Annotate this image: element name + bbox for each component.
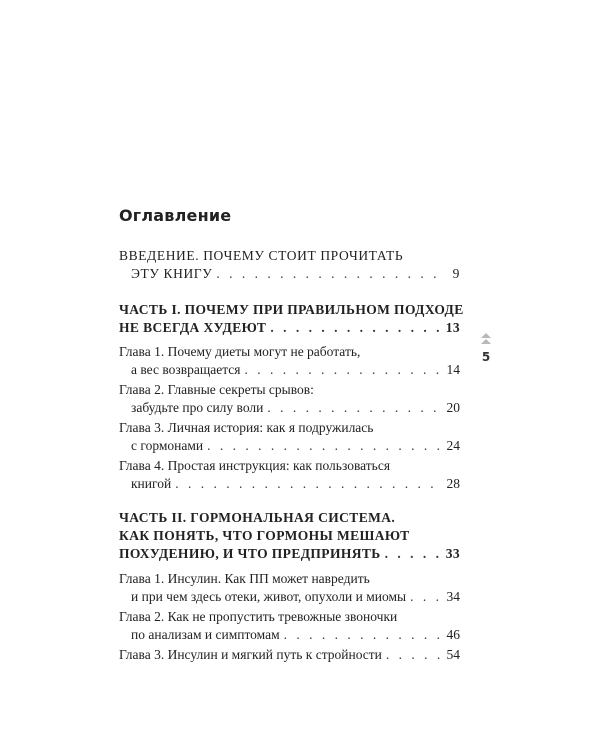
toc-chapter-title-line2: книгой <box>131 476 172 491</box>
toc-entry-part1-chapter4[interactable] <box>131 475 460 493</box>
dot-leader <box>270 319 441 337</box>
toc-entry-part1-chapter1[interactable] <box>131 361 460 379</box>
toc-chapter-title-line2: забудьте про силу воли <box>131 400 264 415</box>
dot-leader <box>386 646 442 664</box>
toc-chapter-title-line1: Глава 1. Инсулин. Как ПП может навредить <box>119 571 370 586</box>
page-number: 33 <box>445 546 460 561</box>
page-number: 13 <box>445 320 460 335</box>
toc-part1-title-line1: ЧАСТЬ I. ПОЧЕМУ ПРИ ПРАВИЛЬНОМ ПОДХОДЕ <box>119 302 464 317</box>
dot-leader <box>267 399 442 417</box>
toc-chapter-title-line1: Глава 1. Почему диеты могут не работать, <box>119 344 361 359</box>
dot-leader <box>284 626 442 644</box>
double-chevron-up-icon <box>478 333 494 344</box>
toc-entry-part2-chapter3[interactable] <box>119 646 460 664</box>
dot-leader <box>244 361 442 379</box>
page-number: 28 <box>446 476 460 491</box>
page-number: 54 <box>446 647 460 662</box>
toc-entry-part2-chapter2[interactable] <box>131 626 460 644</box>
page-number: 14 <box>446 362 460 377</box>
toc-entry-part2[interactable] <box>119 545 460 563</box>
toc-intro-title-line1: ВВЕДЕНИЕ. ПОЧЕМУ СТОИТ ПРОЧИТАТЬ <box>119 248 404 263</box>
toc-intro-title-line2: ЭТУ КНИГУ <box>131 266 213 281</box>
toc-chapter-title-line2: а вес возвращается <box>131 362 241 377</box>
page-number: 46 <box>446 627 460 642</box>
page-number: 20 <box>446 400 460 415</box>
toc-entry-part1-chapter2[interactable] <box>131 399 460 417</box>
dot-leader <box>410 588 442 606</box>
toc-part2-title-line1: ЧАСТЬ II. ГОРМОНАЛЬНАЯ СИСТЕМА. <box>119 510 396 525</box>
toc-chapter-title: Глава 3. Инсулин и мягкий путь к стройности <box>119 647 382 662</box>
page-number-marker: 5 <box>481 350 491 364</box>
toc-chapter-title-line2: по анализам и симптомам <box>131 627 280 642</box>
toc-chapter-title-line2: и при чем здесь отеки, живот, опухоли и миомы <box>131 589 407 604</box>
page-number: 9 <box>452 266 460 281</box>
toc-entry-part1[interactable] <box>119 319 460 337</box>
toc-part1-title-line2: НЕ ВСЕГДА ХУДЕЮТ <box>119 320 267 335</box>
page-marker <box>478 333 494 364</box>
toc-entry-part1-chapter3[interactable] <box>131 437 460 455</box>
toc-chapter-title-line2: с гормонами <box>131 438 204 453</box>
toc-chapter-title-line1: Глава 2. Как не пропустить тревожные звоночки <box>119 609 398 624</box>
toc-chapter-title-line1: Глава 3. Личная история: как я подружилась <box>119 420 374 435</box>
toc-entry-part2-chapter1[interactable] <box>131 588 460 606</box>
toc-chapter-title-line1: Глава 2. Главные секреты срывов: <box>119 382 314 397</box>
toc-chapter-title-line1: Глава 4. Простая инструкция: как пользоваться <box>119 458 391 473</box>
toc-part2-title-line2: КАК ПОНЯТЬ, ЧТО ГОРМОНЫ МЕШАЮТ <box>119 528 410 543</box>
page-number: 34 <box>446 589 460 604</box>
dot-leader <box>385 545 442 563</box>
dot-leader <box>175 475 442 493</box>
page-number: 24 <box>446 438 460 453</box>
dot-leader <box>207 437 442 455</box>
toc-heading: Оглавление <box>119 206 232 225</box>
dot-leader <box>216 265 442 283</box>
toc-entry-intro[interactable] <box>131 265 460 283</box>
toc-part2-title-line3: ПОХУДЕНИЮ, И ЧТО ПРЕДПРИНЯТЬ <box>119 546 381 561</box>
